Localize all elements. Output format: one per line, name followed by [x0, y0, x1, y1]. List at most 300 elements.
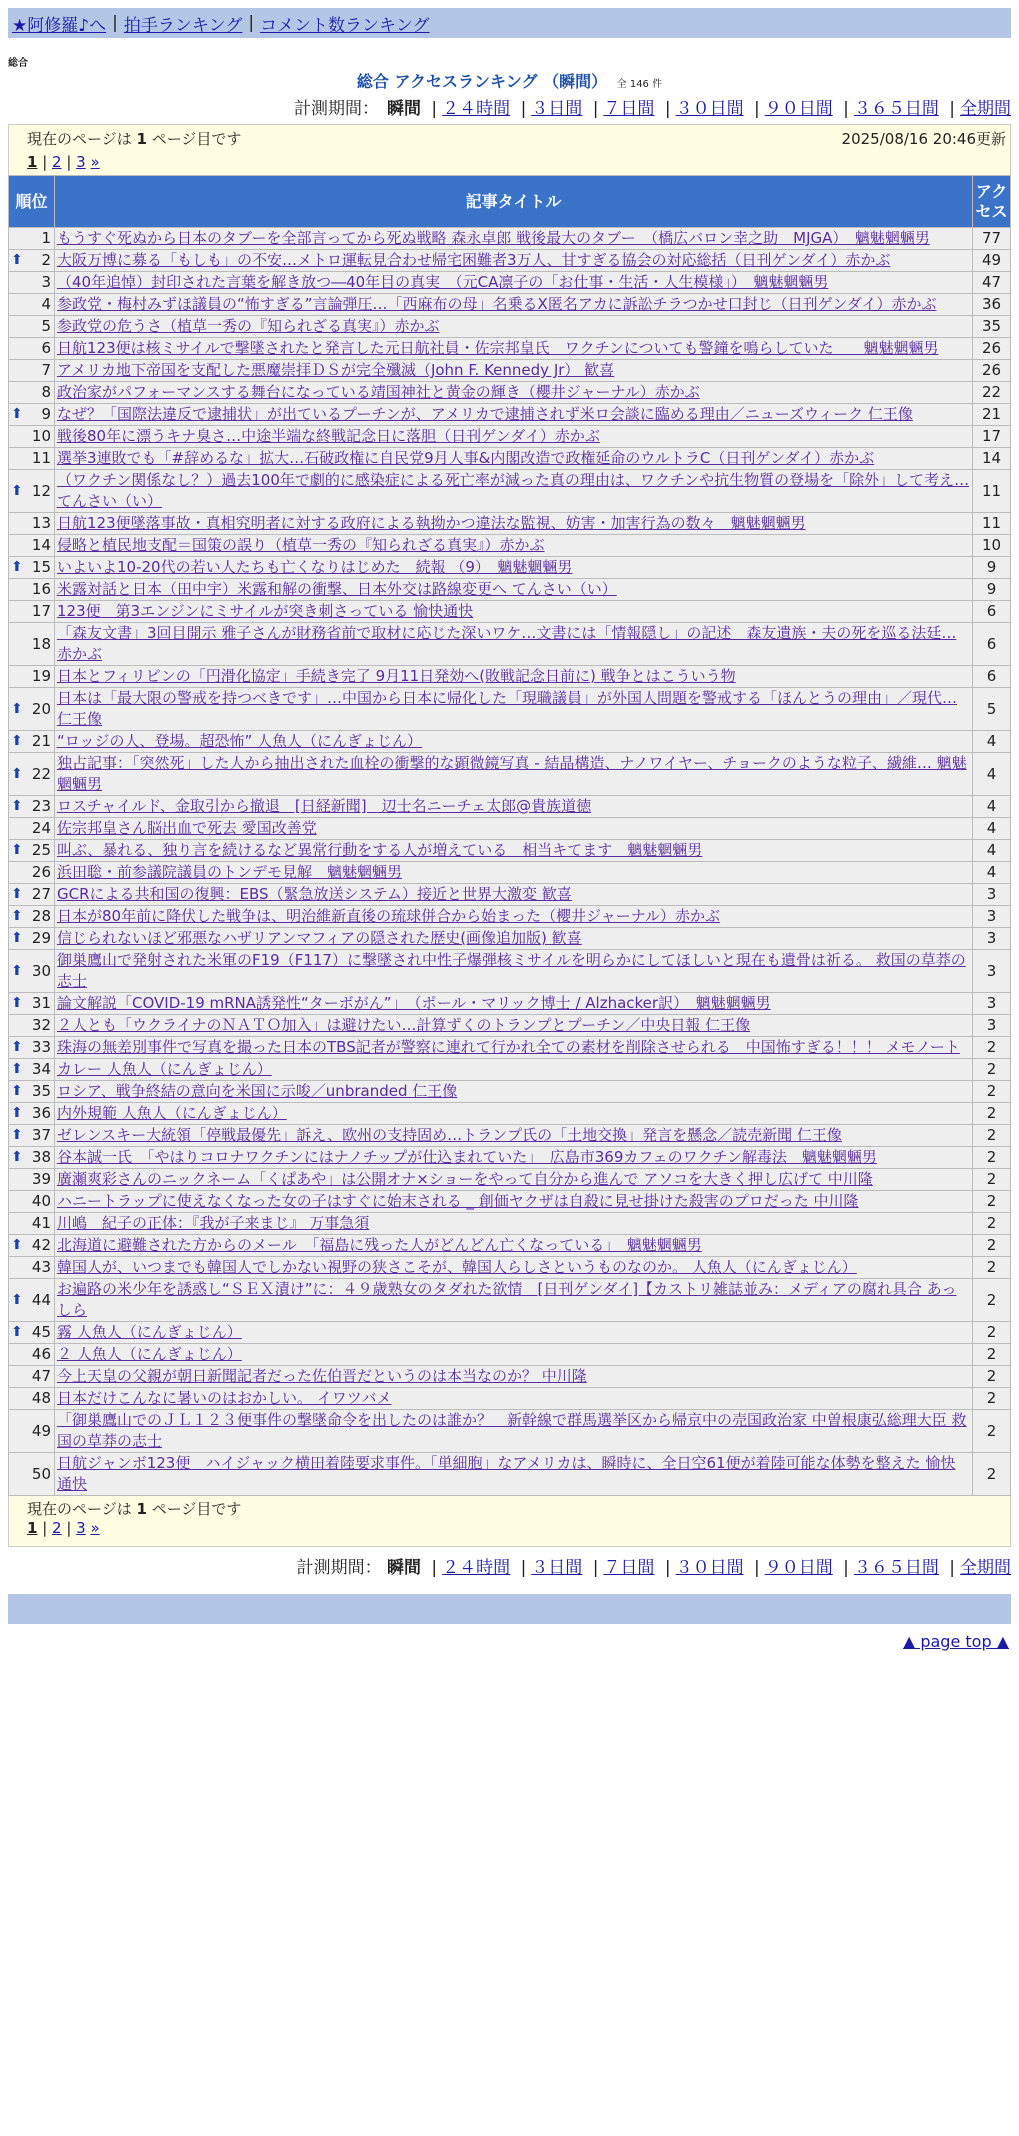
table-row	[9, 1103, 1011, 1125]
article-link[interactable]: GCRによる共和国の復興：EBS（緊急放送システム）接近と世界大激変 歓喜	[57, 885, 572, 903]
article-link[interactable]: 123便 第3エンジンにミサイルが突き刺さっている 愉快通快	[57, 602, 474, 620]
title-cell	[55, 470, 973, 513]
rank-up-arrow-icon: ⬆	[11, 995, 23, 1011]
rank-number: 32	[31, 1016, 51, 1034]
rank-number: 23	[31, 797, 51, 815]
table-row	[9, 470, 1011, 513]
article-link[interactable]: 日本とフィリピンの「円滑化協定」手続き完了 9月11日発効へ(敗戦記念日前に) 戦争とはこういう物	[57, 667, 736, 685]
title-cell	[55, 993, 973, 1015]
period-3d-bottom[interactable]: ３日間	[531, 1558, 583, 1578]
rank-cell	[9, 884, 55, 906]
article-link[interactable]: ２人とも「ウクライナのＮＡＴＯ加入」は避けたい…計算ずくのトランプとプーチン／中央日報 仁王像	[57, 1016, 751, 1034]
rank-up-arrow-icon: ⬆	[11, 962, 23, 979]
title-cell	[55, 1453, 973, 1496]
access-count: 2	[973, 1191, 1011, 1213]
pager-page-3-bottom[interactable]: 3	[76, 1519, 86, 1537]
rank-cell	[9, 557, 55, 579]
article-link[interactable]: 侵略と植民地支配＝国策の誤り（植草一秀の『知られざる真実』）赤かぶ	[57, 536, 545, 554]
title-cell	[55, 1235, 973, 1257]
access-count: 2	[973, 1169, 1011, 1191]
rank-cell	[9, 1410, 55, 1453]
rank-cell	[9, 448, 55, 470]
rank-number: 1	[41, 229, 51, 247]
access-count: 26	[973, 360, 1011, 382]
rank-cell	[9, 1147, 55, 1169]
pager-page-2[interactable]: 2	[52, 153, 62, 171]
article-link[interactable]: 珠海の無差別事件で写真を撮った日本のTBS記者が警察に連れて行かれ全ての素材を削除させられる 中国怖すぎる！！！ メモノート	[57, 1038, 960, 1056]
rank-number: 15	[31, 558, 51, 576]
access-count: 3	[973, 993, 1011, 1015]
title-cell	[55, 731, 973, 753]
access-count: 6	[973, 623, 1011, 666]
pager-bottom: 1 | 2 | 3 »	[27, 1519, 100, 1537]
article-link[interactable]: 戦後80年に漂うキナ臭さ…中途半端な終戦記念日に落胆（日刊ゲンダイ）赤かぶ	[57, 427, 600, 445]
access-count: 2	[973, 1037, 1011, 1059]
rank-cell	[9, 796, 55, 818]
period-30d-bottom[interactable]: ３０日間	[675, 1558, 744, 1578]
rank-cell	[9, 470, 55, 513]
table-row	[9, 1125, 1011, 1147]
article-link[interactable]: ロスチャイルド、金取引から撤退 [日経新聞] 辺士名ニーチェ太郎@貴族道徳	[57, 797, 592, 815]
rank-number: 50	[31, 1464, 51, 1483]
rank-up-arrow-icon: ⬆	[11, 842, 23, 858]
page-info-bottom	[8, 1496, 1011, 1547]
rank-number: 12	[31, 481, 51, 500]
article-link[interactable]: 浜田聡・前参議院議員のトンデモ見解 魑魅魍魎男	[57, 863, 403, 881]
article-link[interactable]: 独占記事：「突然死」した人から抽出された血栓の衝撃的な顕微鏡写真 - 結晶構造、ナノワイヤー、チョークのような粒子、繊維… 魑魅魍魎男	[57, 754, 967, 793]
rank-cell	[9, 840, 55, 862]
table-row	[9, 1279, 1011, 1322]
rank-cell	[9, 1235, 55, 1257]
title-cell	[55, 228, 973, 250]
rank-number: 39	[31, 1170, 51, 1188]
table-row	[9, 448, 1011, 470]
rank-number: 25	[31, 841, 51, 859]
title-cell	[55, 623, 973, 666]
title-cell	[55, 1169, 973, 1191]
period-label: 計測期間：	[294, 99, 380, 119]
article-link[interactable]: 日航123便は核ミサイルで撃墜されたと発言した元日航社員・佐宗邦皇氏 ワクチンについても警鐘を鳴らしていた 魑魅魍魎男	[57, 339, 939, 357]
access-count: 2	[973, 1410, 1011, 1453]
article-link[interactable]: お遍路の米少年を誘惑し“ＳＥＸ漬け”に：４９歳熟女のタダれた欲情 [日刊ゲンダイ]【カストリ雑誌並み：メディアの腐れ具合 あっしら	[57, 1280, 957, 1319]
title-cell	[55, 272, 973, 294]
rank-number: 35	[31, 1082, 51, 1100]
access-count: 6	[973, 601, 1011, 623]
rank-cell	[9, 1322, 55, 1344]
title-cell	[55, 382, 973, 404]
table-row	[9, 666, 1011, 688]
ranking-table	[8, 175, 1011, 1496]
rank-cell	[9, 731, 55, 753]
article-link[interactable]: “ロッジの人、登場。超恐怖” 人魚人（にんぎょじん）	[57, 732, 423, 750]
article-link[interactable]: （40年追悼）封印された言葉を解き放つ―40年目の真実 （元CA凛子の「お仕事・生活・人生模様」） 魑魅魍魎男	[57, 273, 829, 291]
access-count: 11	[973, 513, 1011, 535]
table-row	[9, 818, 1011, 840]
rank-cell	[9, 1213, 55, 1235]
rank-cell	[9, 1081, 55, 1103]
article-link[interactable]: 「御巣鷹山でのＪＬ１２３便事件の撃墜命令を出したのは誰か？ 新幹線で群馬選挙区から帰京中の売国政治家 中曽根康弘総理大臣 救国の草莽の志士	[57, 1411, 967, 1450]
article-link[interactable]: 参政党・梅村みずほ議員の“怖すぎる”言論弾圧…「西麻布の母」名乗るX匿名アカに訴訟チラつかせ口封じ（日刊ゲンダイ）赤かぶ	[57, 295, 937, 313]
article-link[interactable]: ハニートラップに使えなくなった女の子はすぐに始末される _ 創価ヤクザは自殺に見せ掛けた殺害のプロだった 中川隆	[57, 1192, 859, 1210]
title-cell	[55, 579, 973, 601]
period-90d[interactable]: ９０日間	[764, 99, 833, 119]
access-count: 2	[973, 1059, 1011, 1081]
access-count: 2	[973, 1344, 1011, 1366]
rank-number: 33	[31, 1038, 51, 1056]
article-link[interactable]: 日航ジャンボ123便 ハイジャック横田着陸要求事件。「単細胞」なアメリカは、瞬時に、全日空61便が着陸可能な体勢を整えた 愉快通快	[57, 1454, 956, 1493]
total-count: 全 146 件	[616, 79, 663, 90]
article-link[interactable]: ゼレンスキー大統領「停戦最優先」訴え、欧州の支持固め…トランプ氏の「土地交換」発言を懸念／読売新聞 仁王像	[57, 1126, 842, 1144]
table-row	[9, 1037, 1011, 1059]
rank-number: 41	[31, 1214, 51, 1232]
title-cell	[55, 796, 973, 818]
article-link[interactable]: いよいよ10-20代の若い人たちも亡くなりはじめた 続報 （9） 魑魅魍魎男	[57, 558, 573, 576]
rank-number: 28	[31, 907, 51, 925]
ranking-body	[9, 228, 1011, 1496]
rank-number: 24	[31, 819, 51, 837]
rank-number: 30	[31, 961, 51, 980]
table-row	[9, 294, 1011, 316]
period-7d-bottom[interactable]: ７日間	[603, 1558, 655, 1578]
table-row	[9, 1169, 1011, 1191]
rank-number: 6	[41, 339, 51, 357]
title-cell	[55, 928, 973, 950]
rank-number: 37	[31, 1126, 51, 1144]
access-count: 4	[973, 796, 1011, 818]
pager-page-2-bottom[interactable]: 2	[52, 1519, 62, 1537]
article-link[interactable]: 日本だけこんなに暑いのはおかしい。 イワツバメ	[57, 1389, 392, 1407]
article-link[interactable]: アメリカ地下帝国を支配した悪魔崇拝ＤＳが完全殲滅（John F. Kennedy Jr） 歓喜	[57, 361, 615, 379]
header-rank: 順位	[9, 176, 55, 228]
rank-up-arrow-icon: ⬆	[11, 482, 23, 499]
table-row	[9, 862, 1011, 884]
table-row	[9, 1059, 1011, 1081]
title-cell	[55, 1059, 973, 1081]
access-count: 9	[973, 579, 1011, 601]
pager-next[interactable]: »	[90, 153, 100, 171]
rank-cell	[9, 1453, 55, 1496]
rank-cell	[9, 1169, 55, 1191]
rank-up-arrow-icon: ⬆	[11, 1039, 23, 1055]
table-row	[9, 1366, 1011, 1388]
table-row	[9, 906, 1011, 928]
table-row	[9, 316, 1011, 338]
period-24h-bottom[interactable]: ２４時間	[442, 1558, 511, 1578]
period-365d-bottom[interactable]: ３６５日間	[853, 1558, 939, 1578]
rank-up-arrow-icon: ⬆	[11, 930, 23, 946]
access-count: 6	[973, 666, 1011, 688]
rank-number: 10	[31, 427, 51, 445]
rank-number: 27	[31, 885, 51, 903]
article-link[interactable]: 「森友文書」3回目開示 雅子さんが財務省前で取材に応じた深いワケ…文書には「情報隠し」の記述 森友遺族・夫の死を巡る法廷… 赤かぶ	[57, 624, 957, 663]
home-link[interactable]: ★阿修羅♪へ	[12, 15, 107, 36]
title-cell	[55, 404, 973, 426]
rank-number: 26	[31, 863, 51, 881]
table-row	[9, 1147, 1011, 1169]
table-row	[9, 601, 1011, 623]
table-row	[9, 228, 1011, 250]
title-cell	[55, 1081, 973, 1103]
rank-number: 2	[41, 251, 51, 269]
pager-next-bottom[interactable]: »	[90, 1519, 100, 1537]
table-row	[9, 404, 1011, 426]
title-cell	[55, 316, 973, 338]
rank-cell	[9, 1059, 55, 1081]
rank-up-arrow-icon: ⬆	[11, 733, 23, 749]
rank-up-arrow-icon: ⬆	[11, 1127, 23, 1143]
access-count: 49	[973, 250, 1011, 272]
table-row	[9, 950, 1011, 993]
access-count: 21	[973, 404, 1011, 426]
title-cell	[55, 666, 973, 688]
access-count: 4	[973, 818, 1011, 840]
rank-up-arrow-icon: ⬆	[11, 406, 23, 422]
title-cell	[55, 1366, 973, 1388]
article-link[interactable]: （ワクチン関係なし？）過去100年で劇的に感染症による死亡率が減った真の理由は、ワクチンや抗生物質の登場を「除外」して考え… てんさい（い）	[57, 471, 970, 510]
title-cell	[55, 1279, 973, 1322]
table-row	[9, 928, 1011, 950]
article-link[interactable]: 御巣鷹山で発射された米軍のF19（F117）に撃墜され中性子爆弾核ミサイルを明らかにしてほしいと現在も遺骨は祈る。 救国の草莽の志士	[57, 951, 966, 990]
title-cell	[55, 294, 973, 316]
rank-cell	[9, 950, 55, 993]
rank-number: 42	[31, 1236, 51, 1254]
table-row	[9, 272, 1011, 294]
access-count: 35	[973, 316, 1011, 338]
rank-number: 44	[31, 1290, 51, 1309]
article-link[interactable]: 霧 人魚人（にんぎょじん）	[57, 1323, 242, 1341]
period-all-bottom[interactable]: 全期間	[960, 1558, 1011, 1578]
article-link[interactable]: なぜ？「国際法違反で逮捕状」が出ているプーチンが、アメリカで逮捕されず米ロ会談に臨める理由／ニューズウィーク 仁王像	[57, 405, 913, 423]
rank-up-arrow-icon: ⬆	[11, 252, 23, 268]
access-count: 17	[973, 426, 1011, 448]
rank-up-arrow-icon: ⬆	[11, 1324, 23, 1340]
table-row	[9, 338, 1011, 360]
rank-up-arrow-icon: ⬆	[11, 1083, 23, 1099]
article-link[interactable]: 内外規範 人魚人（にんぎょじん）	[57, 1104, 287, 1122]
table-row	[9, 250, 1011, 272]
rank-number: 49	[31, 1421, 51, 1440]
article-link[interactable]: ２ 人魚人（にんぎょじん）	[57, 1345, 242, 1363]
period-365d[interactable]: ３６５日間	[853, 99, 939, 119]
title-cell	[55, 250, 973, 272]
access-count: 2	[973, 1103, 1011, 1125]
rank-cell	[9, 250, 55, 272]
table-row	[9, 884, 1011, 906]
rank-number: 36	[31, 1104, 51, 1122]
access-count: 26	[973, 338, 1011, 360]
article-link[interactable]: 参政党の危うさ（植草一秀の『知られざる真実』）赤かぶ	[57, 317, 440, 335]
rank-number: 11	[31, 449, 51, 467]
title-cell	[55, 448, 973, 470]
period-7d[interactable]: ７日間	[603, 99, 655, 119]
article-link[interactable]: 日本は「最大限の警戒を持つべきです」…中国から日本に帰化した「現職議員」が外国人問題を警戒する「ほんとうの理由」／現代… 仁王像	[57, 689, 958, 728]
access-count: 10	[973, 535, 1011, 557]
period-30d[interactable]: ３０日間	[675, 99, 744, 119]
rank-cell	[9, 360, 55, 382]
rank-up-arrow-icon: ⬆	[11, 1105, 23, 1121]
rank-cell	[9, 426, 55, 448]
table-row	[9, 1235, 1011, 1257]
period-90d-bottom[interactable]: ９０日間	[764, 1558, 833, 1578]
article-link[interactable]: 北海道に避難された方からのメール 「福島に残った人がどんどん亡くなっている」 魑魅魍魎男	[57, 1236, 702, 1254]
title-cell	[55, 840, 973, 862]
title-cell	[55, 1037, 973, 1059]
period-all[interactable]: 全期間	[960, 99, 1011, 119]
article-link[interactable]: 選挙3連敗でも「#辞めるな」拡大…石破政権に自民党9月人事&内閣改造で政権延命のウルトラC（日刊ゲンダイ）赤かぶ	[57, 449, 875, 467]
rank-number: 47	[31, 1367, 51, 1385]
access-count: 2	[973, 1125, 1011, 1147]
title-cell	[55, 1344, 973, 1366]
article-link[interactable]: カレー 人魚人（にんぎょじん）	[57, 1060, 272, 1078]
rank-cell	[9, 535, 55, 557]
clap-ranking-link[interactable]: 拍手ランキング	[123, 15, 243, 36]
rank-cell	[9, 1388, 55, 1410]
table-row	[9, 731, 1011, 753]
access-count: 36	[973, 294, 1011, 316]
rank-up-arrow-icon: ⬆	[11, 908, 23, 924]
rank-cell	[9, 928, 55, 950]
article-link[interactable]: 政治家がパフォーマンスする舞台になっている靖国神社と黄金の輝き（櫻井ジャーナル）赤かぶ	[57, 383, 700, 401]
rank-number: 7	[41, 361, 51, 379]
rank-up-arrow-icon: ⬆	[11, 1291, 23, 1308]
table-row	[9, 796, 1011, 818]
rank-number: 14	[31, 536, 51, 554]
rank-number: 21	[31, 732, 51, 750]
table-row	[9, 1453, 1011, 1496]
rank-cell	[9, 338, 55, 360]
page-top-link[interactable]: ▲ page top ▲	[902, 1632, 1009, 1651]
article-link[interactable]: 大阪万博に募る「もしも」の不安…メトロ運転見合わせ帰宅困難者3万人、甘すぎる協会の対応総括（日刊ゲンダイ）赤かぶ	[57, 251, 891, 269]
pager-top: 1 | 2 | 3 »	[27, 153, 100, 171]
rank-cell	[9, 382, 55, 404]
title-cell	[55, 557, 973, 579]
rank-cell	[9, 1344, 55, 1366]
article-link[interactable]: 韓国人が、いつまでも韓国人でしかない視野の狭さこそが、韓国人らしさというものなのか。 人魚人（にんぎょじん）	[57, 1258, 857, 1276]
title-cell	[55, 1125, 973, 1147]
table-row	[9, 688, 1011, 731]
rank-cell	[9, 1015, 55, 1037]
period-24h[interactable]: ２４時間	[442, 99, 511, 119]
table-row	[9, 623, 1011, 666]
article-link[interactable]: 今上天皇の父親が朝日新聞記者だった佐伯晋だというのは本当なのか？ 中川隆	[57, 1367, 587, 1385]
access-count: 3	[973, 906, 1011, 928]
rank-cell	[9, 1103, 55, 1125]
article-link[interactable]: 佐宗邦皇さん脳出血で死去 愛国改善党	[57, 819, 317, 837]
table-row	[9, 513, 1011, 535]
title-cell	[55, 338, 973, 360]
article-link[interactable]: ロシア、戦争終結の意向を米国に示唆／unbranded 仁王像	[57, 1082, 458, 1100]
header-title: 記事タイトル	[55, 176, 973, 228]
article-link[interactable]: 川嶋 紀子の正体：『我が子来まじ』 万事急須	[57, 1214, 370, 1232]
rank-cell	[9, 1125, 55, 1147]
access-count: 4	[973, 731, 1011, 753]
table-row	[9, 1322, 1011, 1344]
title-cell	[55, 1103, 973, 1125]
rank-cell	[9, 753, 55, 796]
article-link[interactable]: 日航123便墜落事故・真相究明者に対する政府による執拗かつ違法な監視、妨害・加害行為の数々 魑魅魍魎男	[57, 514, 806, 532]
article-link[interactable]: 谷本誠一氏 「やはりコロナワクチンにはナノチップが仕込まれていた」 広島市369カフェのワクチン解毒法 魑魅魍魎男	[57, 1148, 877, 1166]
article-link[interactable]: 廣瀬爽彩さんのニックネーム「くぱあや」は公開オナ×ショーをやって自分から進んで アソコを大きく押し広げて 中川隆	[57, 1170, 873, 1188]
pager-page-3[interactable]: 3	[76, 153, 86, 171]
page-info-top	[8, 124, 1011, 175]
article-link[interactable]: 米露対話と日本（田中宇）米露和解の衝撃、日本外交は路線変更へ てんさい（い）	[57, 580, 617, 598]
article-link[interactable]: 信じられないほど邪悪なハザリアンマフィアの隠された歴史(画像追加版) 歓喜	[57, 929, 582, 947]
title-cell	[55, 1322, 973, 1344]
rank-number: 4	[41, 295, 51, 313]
pager-current: 1	[27, 153, 38, 171]
article-link[interactable]: もうすぐ死ぬから日本のタブーを全部言ってから死ぬ戦略 森永卓郎 戦後最大のタブー （橋広バロン幸之助 MJGA） 魑魅魍魎男	[57, 229, 930, 247]
rank-number: 31	[31, 994, 51, 1012]
access-count: 2	[973, 1081, 1011, 1103]
access-count: 47	[973, 272, 1011, 294]
table-row	[9, 1081, 1011, 1103]
rank-cell	[9, 1257, 55, 1279]
access-count: 3	[973, 884, 1011, 906]
rank-cell	[9, 906, 55, 928]
rank-number: 34	[31, 1060, 51, 1078]
rank-number: 8	[41, 383, 51, 401]
rank-cell	[9, 623, 55, 666]
rank-number: 5	[41, 317, 51, 335]
access-count: 14	[973, 448, 1011, 470]
rank-number: 17	[31, 602, 51, 620]
access-count: 4	[973, 862, 1011, 884]
access-count: 3	[973, 928, 1011, 950]
article-link[interactable]: 日本が80年前に降伏した戦争は、明治維新直後の琉球併合から始まった（櫻井ジャーナル）赤かぶ	[57, 907, 721, 925]
title-cell	[55, 1388, 973, 1410]
page-status-bottom: 現在のページは 1 ページ目です	[27, 1500, 242, 1518]
rank-number: 40	[31, 1192, 51, 1210]
rank-cell	[9, 579, 55, 601]
period-3d[interactable]: ３日間	[531, 99, 583, 119]
title-cell	[55, 601, 973, 623]
rank-number: 48	[31, 1389, 51, 1407]
period-selector-bottom: 計測期間： 瞬間 | ２４時間 | ３日間 | ７日間 | ３０日間 | ９０日間 | ３６５日間 | 全期間	[296, 1558, 1011, 1578]
rank-up-arrow-icon: ⬆	[11, 700, 23, 717]
access-count: 2	[973, 1322, 1011, 1344]
title-cell	[55, 1257, 973, 1279]
title-cell	[55, 426, 973, 448]
rank-cell	[9, 601, 55, 623]
rank-cell	[9, 1037, 55, 1059]
rank-number: 18	[31, 634, 51, 653]
footer-bar	[8, 1594, 1011, 1624]
table-row	[9, 1388, 1011, 1410]
access-count: 2	[973, 1147, 1011, 1169]
article-link[interactable]: 叫ぶ、暴れる、独り言を続けるなど異常行動をする人が増えている 相当キてます 魑魅魍魎男	[57, 841, 703, 859]
access-count: 4	[973, 753, 1011, 796]
page-title: 総合 アクセスランキング （瞬間）	[356, 72, 608, 91]
access-count: 9	[973, 557, 1011, 579]
title-cell	[55, 513, 973, 535]
rank-number: 22	[31, 764, 51, 783]
rank-number: 29	[31, 929, 51, 947]
title-cell	[55, 884, 973, 906]
title-cell	[55, 1147, 973, 1169]
comment-ranking-link[interactable]: コメント数ランキング	[260, 15, 430, 36]
table-row	[9, 535, 1011, 557]
access-count: 3	[973, 1015, 1011, 1037]
rank-number: 38	[31, 1148, 51, 1166]
article-link[interactable]: 論文解説「COVID-19 mRNA誘発性“ターボがん”」 （ポール・マリック博士 / Alzhacker訳） 魑魅魍魎男	[57, 994, 771, 1012]
rank-cell	[9, 993, 55, 1015]
header-access: アクセス	[973, 176, 1011, 228]
rank-number: 20	[31, 699, 51, 718]
access-count: 77	[973, 228, 1011, 250]
rank-cell	[9, 666, 55, 688]
rank-number: 3	[41, 273, 51, 291]
rank-cell	[9, 272, 55, 294]
